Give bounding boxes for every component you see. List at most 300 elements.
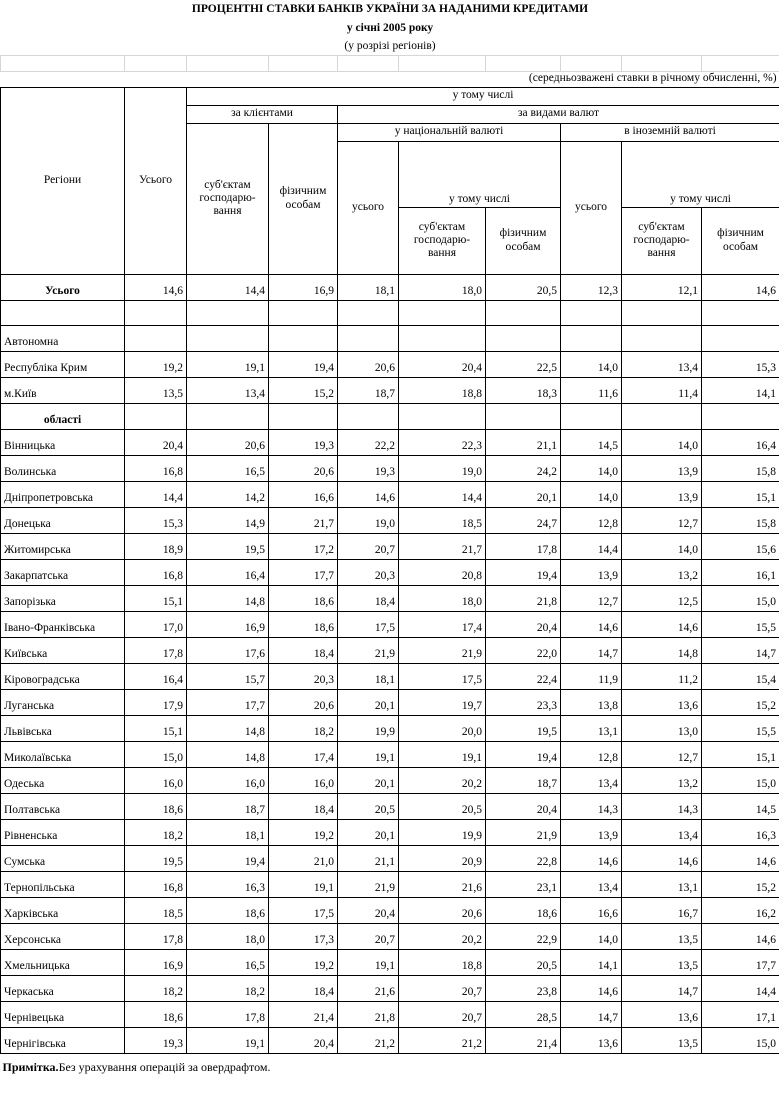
row-name: Рівненська [1,819,125,845]
cell: 19,2 [269,949,338,975]
cell: 16,6 [269,481,338,507]
header-foreign-including: у тому числі [622,141,779,207]
cell: 18,2 [269,715,338,741]
cell: 20,4 [486,793,561,819]
cell: 28,5 [486,1001,561,1027]
cell: 14,0 [622,429,702,455]
cell: 16,6 [561,897,622,923]
header-including: у тому числі [187,87,779,105]
cell: 17,5 [338,611,399,637]
cell: 17,7 [187,689,269,715]
cell: 14,5 [561,429,622,455]
cell: 14,7 [561,637,622,663]
cell: 13,5 [125,377,187,403]
cell: 13,5 [622,949,702,975]
cell: 19,0 [338,507,399,533]
row-name: Запорізька [1,585,125,611]
cell: 18,4 [269,793,338,819]
cell: 12,7 [561,585,622,611]
cell: 17,2 [269,533,338,559]
cell: 19,5 [187,533,269,559]
cell: 14,2 [187,481,269,507]
cell: 21,8 [338,1001,399,1027]
cell: 17,9 [125,689,187,715]
cell: 20,7 [399,975,486,1001]
cell: 15,5 [702,611,779,637]
header-national-total: усього [338,141,399,274]
cell: 14,6 [702,923,779,949]
page-subtitle: у січні 2005 року [346,22,434,35]
cell: 21,9 [486,819,561,845]
cell: 20,4 [125,429,187,455]
table-row [1,1027,779,1053]
cell: 16,9 [187,611,269,637]
cell: 13,9 [561,559,622,585]
cell: 20,6 [269,455,338,481]
cell: 12,8 [561,507,622,533]
cell: 19,1 [338,949,399,975]
cell: 16,8 [125,871,187,897]
cell: 13,1 [622,871,702,897]
cell: 13,4 [561,871,622,897]
cell: 15,1 [125,585,187,611]
cell: 15,7 [187,663,269,689]
cell: 19,3 [338,455,399,481]
cell: 16,4 [702,429,779,455]
cell: 20,4 [269,1027,338,1053]
header-total: Усього [125,87,187,274]
crimea-label-row [1,325,779,351]
cell: 20,5 [486,949,561,975]
cell: 19,4 [269,351,338,377]
header-by-currency: за видами валют [338,105,779,123]
cell: 14,6 [622,611,702,637]
cell: 16,9 [125,949,187,975]
table-row [1,819,779,845]
cell: 14,0 [561,455,622,481]
cell: 20,2 [399,923,486,949]
cell: 12,5 [622,585,702,611]
cell: 14,6 [561,975,622,1001]
cell: 15,1 [702,741,779,767]
cell: 16,3 [187,871,269,897]
cell: 21,8 [486,585,561,611]
header-regions: Регіони [1,87,125,274]
cell: 18,1 [338,663,399,689]
cell: 14,6 [622,845,702,871]
row-name: Усього [1,274,125,300]
cell: 18,8 [399,949,486,975]
cell: 17,0 [125,611,187,637]
cell: 17,8 [187,1001,269,1027]
crimea-row [1,351,779,377]
cell: 17,4 [399,611,486,637]
cell: 18,1 [187,819,269,845]
row-name: області [1,403,125,429]
cell: 14,8 [622,637,702,663]
cell: 18,2 [125,975,187,1001]
cell: 20,8 [399,559,486,585]
row-name: м.Київ [1,377,125,403]
header-foreign-individuals: фізичним особам [702,207,779,274]
cell: 13,4 [187,377,269,403]
cell: 20,1 [338,689,399,715]
cell: 20,1 [338,819,399,845]
row-name: Вінницька [1,429,125,455]
cell: 15,1 [702,481,779,507]
header-national-including: у тому числі [399,141,561,207]
cell: 14,9 [187,507,269,533]
total-row [1,274,779,300]
cell: 23,8 [486,975,561,1001]
cell: 16,8 [125,559,187,585]
cell: 20,4 [486,611,561,637]
table-row [1,793,779,819]
cell: 15,2 [702,871,779,897]
cell: 20,3 [338,559,399,585]
cell: 22,8 [486,845,561,871]
cell: 19,9 [399,819,486,845]
cell: 22,0 [486,637,561,663]
cell: 21,0 [269,845,338,871]
cell: 18,4 [269,975,338,1001]
row-name: Львівська [1,715,125,741]
row-name: Кіровоградська [1,663,125,689]
cell: 18,2 [125,819,187,845]
header-foreign-total: усього [561,141,622,274]
cell: 21,2 [338,1027,399,1053]
cell: 18,3 [486,377,561,403]
row-name: Луганська [1,689,125,715]
row-name: Хмельницька [1,949,125,975]
cell: 14,8 [187,715,269,741]
cell: 12,7 [622,507,702,533]
cell: 21,4 [269,1001,338,1027]
cell: 19,1 [399,741,486,767]
cell: 18,0 [187,923,269,949]
cell: 20,9 [399,845,486,871]
cell: 16,4 [187,559,269,585]
cell: 23,1 [486,871,561,897]
cell: 19,1 [338,741,399,767]
cell: 13,4 [561,767,622,793]
cell: 11,9 [561,663,622,689]
cell: 17,5 [269,897,338,923]
cell: 14,3 [561,793,622,819]
cell: 19,4 [486,559,561,585]
footnote [1,1053,779,1079]
cell: 18,1 [338,274,399,300]
row-name: Житомирська [1,533,125,559]
cell: 18,4 [338,585,399,611]
cell: 11,6 [561,377,622,403]
cell: 12,3 [561,274,622,300]
cell: 19,3 [125,1027,187,1053]
cell: 18,6 [125,1001,187,1027]
cell: 21,1 [486,429,561,455]
cell: 17,6 [187,637,269,663]
cell: 19,2 [125,351,187,377]
cell: 13,9 [622,455,702,481]
header-clients-business: суб'єктам господарю-вання [187,123,269,274]
cell: 15,3 [702,351,779,377]
cell: 21,9 [338,637,399,663]
cell: 13,6 [622,689,702,715]
cell: 14,1 [561,949,622,975]
cell: 14,4 [399,481,486,507]
cell: 14,6 [125,274,187,300]
table-row [1,507,779,533]
header-foreign: в іноземній валюті [561,123,779,141]
cell: 15,6 [702,533,779,559]
row-name: Івано-Франківська [1,611,125,637]
cell: 20,6 [338,351,399,377]
cell: 17,4 [269,741,338,767]
table-row [1,481,779,507]
table-row [1,1001,779,1027]
row-name: Одеська [1,767,125,793]
cell: 14,7 [702,637,779,663]
cell: 16,9 [269,274,338,300]
row-name: Полтавська [1,793,125,819]
table-row [1,715,779,741]
row-name: Миколаївська [1,741,125,767]
cell: 20,1 [338,767,399,793]
cell: 12,7 [622,741,702,767]
table-row [1,767,779,793]
cell: 16,3 [702,819,779,845]
oblasts-label-row [1,403,779,429]
cell: 15,0 [125,741,187,767]
cell: 16,0 [125,767,187,793]
header-foreign-business: суб'єктам господарю-вання [622,207,702,274]
cell: 24,2 [486,455,561,481]
cell: 20,0 [399,715,486,741]
cell: 21,6 [338,975,399,1001]
row-name: Чернівецька [1,1001,125,1027]
cell: 14,6 [702,274,779,300]
cell: 13,2 [622,559,702,585]
cell: 20,4 [399,351,486,377]
cell: 15,2 [702,689,779,715]
cell: 13,5 [622,1027,702,1053]
cell: 14,0 [561,481,622,507]
cell: 19,3 [269,429,338,455]
cell: 14,4 [187,274,269,300]
cell: 14,4 [702,975,779,1001]
cell: 21,9 [399,637,486,663]
cell: 19,2 [269,819,338,845]
cell: 16,8 [125,455,187,481]
cell: 18,7 [187,793,269,819]
cell: 16,5 [187,455,269,481]
cell: 21,2 [399,1027,486,1053]
empty-row [1,300,779,325]
cell: 18,4 [269,637,338,663]
cell: 16,5 [187,949,269,975]
footnote-text: Без урахування операцій за овердрафтом. [58,1060,271,1075]
cell: 16,7 [622,897,702,923]
page-subtitle-regions: (у розрізі регіонів) [344,39,436,52]
cell: 15,8 [702,455,779,481]
cell: 13,4 [622,351,702,377]
header-national-individuals: фізичним особам [486,207,561,274]
cell: 18,5 [125,897,187,923]
cell: 14,8 [187,585,269,611]
table-row [1,923,779,949]
cell: 21,7 [399,533,486,559]
cell: 18,7 [486,767,561,793]
cell: 13,6 [561,1027,622,1053]
cell: 20,5 [399,793,486,819]
cell: 15,1 [125,715,187,741]
cell: 18,5 [399,507,486,533]
cell: 11,4 [622,377,702,403]
cell: 15,5 [702,715,779,741]
cell: 17,7 [702,949,779,975]
row-name: Сумська [1,845,125,871]
cell: 14,4 [125,481,187,507]
table-row [1,637,779,663]
table-row [1,559,779,585]
cell: 19,0 [399,455,486,481]
cell: 20,6 [399,897,486,923]
cell: 19,7 [399,689,486,715]
table-row [1,429,779,455]
cell: 21,7 [269,507,338,533]
cell: 13,0 [622,715,702,741]
row-name: Закарпатська [1,559,125,585]
cell: 15,8 [702,507,779,533]
row-name: Волинська [1,455,125,481]
cell: 20,7 [338,533,399,559]
cell: 14,0 [561,351,622,377]
table-row [1,533,779,559]
cell: 16,2 [702,897,779,923]
header-by-clients: за клієнтами [187,105,338,123]
cell: 18,0 [399,274,486,300]
cell: 20,4 [338,897,399,923]
cell: 18,6 [187,897,269,923]
cell: 15,0 [702,767,779,793]
cell: 21,9 [338,871,399,897]
cell: 17,5 [399,663,486,689]
cell: 15,3 [125,507,187,533]
header-national: у національній валюті [338,123,561,141]
cell: 17,3 [269,923,338,949]
cell: 14,3 [622,793,702,819]
cell: 14,8 [187,741,269,767]
cell: 13,9 [561,819,622,845]
cell: 13,9 [622,481,702,507]
table-row [1,611,779,637]
cell: 13,5 [622,923,702,949]
table-row [1,897,779,923]
cell: 14,6 [561,845,622,871]
cell: 14,5 [702,793,779,819]
cell: 13,2 [622,767,702,793]
cell: 13,4 [622,819,702,845]
cell: 16,4 [125,663,187,689]
cell: 18,6 [269,611,338,637]
cell: 22,3 [399,429,486,455]
units-note: (середньозважені ставки в річному обчисленні, %) [528,72,777,85]
table-row [1,663,779,689]
cell: 15,0 [702,585,779,611]
kyiv-row [1,377,779,403]
header-clients-individuals: фізичним особам [269,123,338,274]
cell: 13,1 [561,715,622,741]
cell: 15,0 [702,1027,779,1053]
cell: 14,7 [561,1001,622,1027]
cell: 20,6 [269,689,338,715]
cell: 20,5 [486,274,561,300]
cell: 20,3 [269,663,338,689]
table-row [1,741,779,767]
cell: 19,5 [125,845,187,871]
cell: 19,4 [486,741,561,767]
cell: 17,8 [125,637,187,663]
row-name: Республіка Крим [1,351,125,377]
cell: 22,4 [486,663,561,689]
cell: 15,2 [269,377,338,403]
cell: 19,5 [486,715,561,741]
cell: 23,3 [486,689,561,715]
row-name: Київська [1,637,125,663]
cell: 20,6 [187,429,269,455]
cell: 21,4 [486,1027,561,1053]
cell: 12,1 [622,274,702,300]
cell: 17,1 [702,1001,779,1027]
cell: 14,1 [702,377,779,403]
cell: 20,7 [338,923,399,949]
cell: 17,7 [269,559,338,585]
cell: 13,6 [622,1001,702,1027]
cell: 17,8 [486,533,561,559]
table-row [1,975,779,1001]
cell: 20,5 [338,793,399,819]
cell: 22,2 [338,429,399,455]
cell: 19,1 [187,1027,269,1053]
header-national-business: суб'єктам господарю-вання [399,207,486,274]
cell: 14,6 [702,845,779,871]
page-title: ПРОЦЕНТНІ СТАВКИ БАНКІВ УКРАЇНИ ЗА НАДАНИМИ КРЕДИТАМИ [191,3,589,16]
cell: 22,5 [486,351,561,377]
cell: 16,0 [187,767,269,793]
cell: 21,1 [338,845,399,871]
table-row [1,455,779,481]
cell: 18,0 [399,585,486,611]
cell: 20,7 [399,1001,486,1027]
cell: 22,9 [486,923,561,949]
cell: 14,6 [338,481,399,507]
row-name: Дніпропетровська [1,481,125,507]
cell: 19,1 [269,871,338,897]
cell: 12,8 [561,741,622,767]
cell: 21,6 [399,871,486,897]
table-row [1,949,779,975]
cell: 17,8 [125,923,187,949]
cell: 16,0 [269,767,338,793]
cell: 14,7 [622,975,702,1001]
table-row [1,845,779,871]
cell: 18,8 [399,377,486,403]
cell: 19,1 [187,351,269,377]
cell: 18,7 [338,377,399,403]
row-name: Донецька [1,507,125,533]
cell: 14,6 [561,611,622,637]
cell: 18,6 [486,897,561,923]
